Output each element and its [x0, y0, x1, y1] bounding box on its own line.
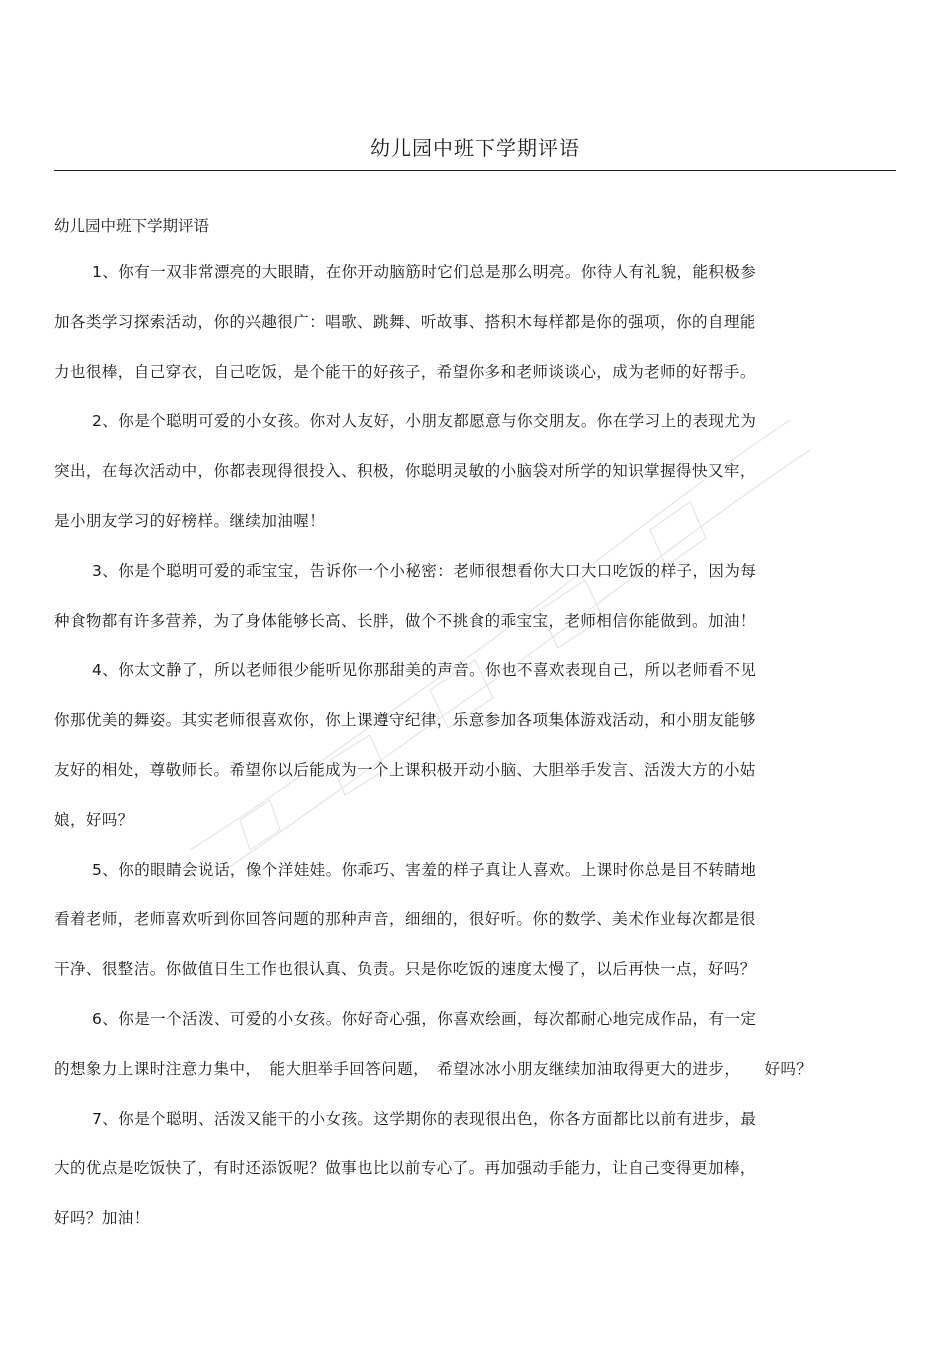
- text-line: 大的优点是吃饭快了，有时还添饭呢？做事也比以前专心了。再加强动手能力，让自己变得更加棒，: [54, 1159, 756, 1178]
- text-line: 1、你有一双非常漂亮的大眼睛，在你开动脑筋时它们总是那么明亮。你待人有礼貌，能积极参: [92, 263, 757, 281]
- text-line: 3、你是个聪明可爱的乖宝宝，告诉你一个小秘密：老师很想看你大口大口吃饭的样子，因为每: [92, 561, 757, 580]
- text-line: 娘，好吗？: [54, 810, 134, 829]
- text-line: 干净、很整洁。你做值日生工作也很认真、负责。只是你吃饭的速度太慢了，以后再快一点，好吗？: [54, 960, 756, 979]
- text-line: 友好的相处，尊敬师长。希望你以后能成为一个上课积极开动小脑、大胆举手发言、活泼大方的小姑: [54, 760, 756, 779]
- text-line: 突出，在每次活动中，你都表现得很投入、积极，你聪明灵敏的小脑袋对所学的知识掌握得快又牢，: [54, 462, 756, 481]
- text-line: 2、你是个聪明可爱的小女孩。你对人友好，小朋友都愿意与你交朋友。你在学习上的表现尤为: [92, 412, 757, 431]
- document-body: [54, 208, 896, 1253]
- text-line: 6、你是一个活泼、可爱的小女孩。你好奇心强，你喜欢绘画，每次都耐心地完成作品，有一定: [92, 1009, 757, 1028]
- page-header: [54, 128, 896, 171]
- text-line: 看着老师，老师喜欢听到你回答问题的那种声音，细细的，很好听。你的数学、美术作业每次都是很: [54, 910, 756, 929]
- text-line: 你那优美的舞姿。其实老师很喜欢你，你上课遵守纪律，乐意参加各项集体游戏活动，和小朋友能够: [54, 711, 756, 730]
- text-line: 的想象力上课时注意力集中， 能大胆举手回答问题， 希望冰冰小朋友继续加油取得更大的进步， 好吗？: [54, 1059, 813, 1078]
- text-line: 5、你的眼睛会说话，像个洋娃娃。你乖巧、害羞的样子真让人喜欢。上课时你总是目不转睛地: [92, 860, 757, 879]
- comment-lines: [54, 257, 896, 1253]
- document-subtitle: 幼儿园中班下学期评语: [54, 217, 210, 235]
- page-title: 幼儿园中班下学期评语: [370, 136, 580, 160]
- text-line: 7、你是个聪明、活泼又能干的小女孩。这学期你的表现很出色，你各方面都比以前有进步，最: [92, 1109, 757, 1128]
- text-line: 好吗？加油！: [54, 1209, 150, 1228]
- text-line: 力也很棒，自己穿衣，自己吃饭，是个能干的好孩子，希望你多和老师谈谈心，成为老师的好帮手。: [54, 362, 756, 381]
- text-line: 4、你太文静了，所以老师很少能听见你那甜美的声音。你也不喜欢表现自己，所以老师看不见: [92, 661, 757, 680]
- text-line: 加各类学习探索活动，你的兴趣很广：唱歌、跳舞、听故事、搭积木每样都是你的强项，你的自理能: [54, 312, 756, 331]
- text-line: 是小朋友学习的好榜样。继续加油喔！: [54, 511, 326, 530]
- text-line: 种食物都有许多营养，为了身体能够长高、长胖，做个不挑食的乖宝宝，老师相信你能做到。加油！: [54, 611, 756, 630]
